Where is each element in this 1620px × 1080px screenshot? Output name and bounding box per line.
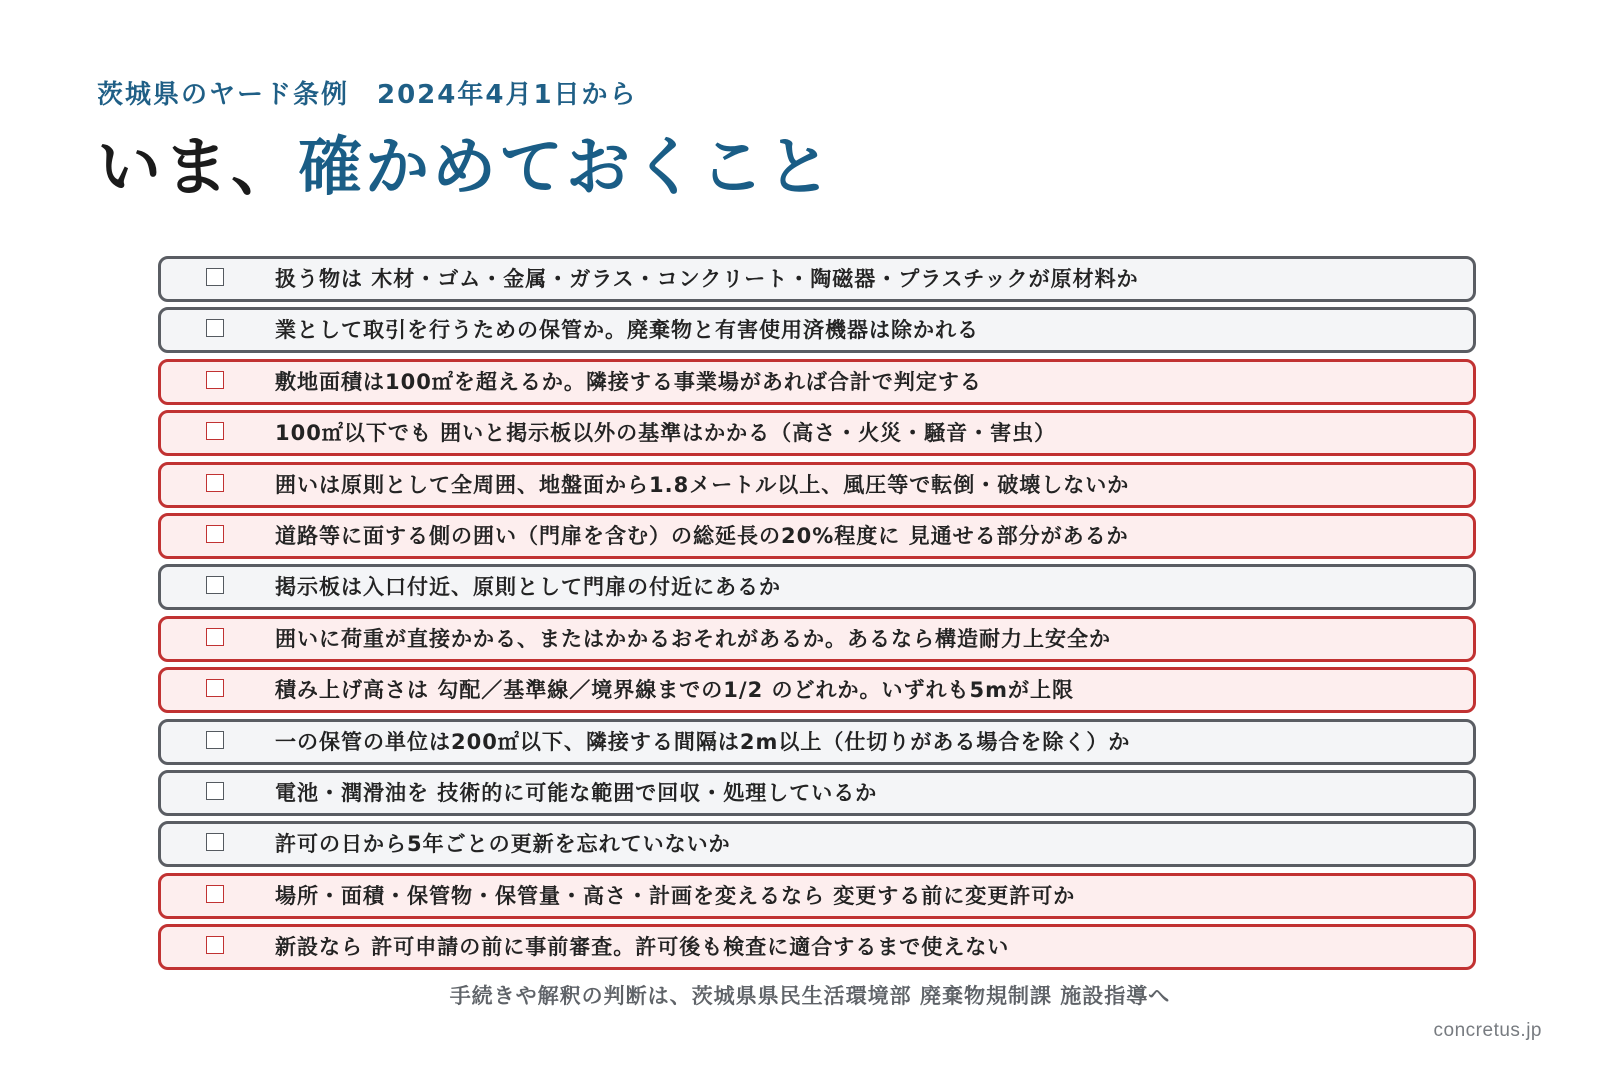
title-lead: いま、 <box>97 131 298 205</box>
checklist-item-text: 扱う物は 木材・ゴム・金属・ガラス・コンクリート・陶磁器・プラスチックが原材料か <box>275 267 1139 291</box>
checklist-item <box>158 410 1476 456</box>
checklist-item-text: 場所・面積・保管物・保管量・高さ・計画を変えるなら 変更する前に変更許可か <box>275 883 1076 908</box>
checklist-item-text: 新設なら 許可申請の前に事前審査。許可後も検査に適合するまで使えない <box>275 935 1010 960</box>
subtitle: 茨城県のヤード条例 2024年4月1日から <box>97 80 638 110</box>
footnote: 手続きや解釈の判断は、茨城県県民生活環境部 廃棄物規制課 施設指導へ <box>449 984 1171 1008</box>
checkbox-icon[interactable] <box>206 268 224 286</box>
checklist-item <box>158 770 1476 816</box>
checklist-item <box>158 256 1476 302</box>
checkbox-icon[interactable] <box>206 371 224 389</box>
title-accent: 確かめておくこと <box>298 131 834 205</box>
checkbox-icon[interactable] <box>206 422 224 440</box>
checkbox-icon[interactable] <box>206 576 224 594</box>
checklist-item-text: 一の保管の単位は200㎡以下、隣接する間隔は2m以上（仕切りがある場合を除く）か <box>275 729 1131 754</box>
checklist-item <box>158 462 1476 508</box>
checklist-item-text: 積み上げ高さは 勾配／基準線／境界線までの1/2 のどれか。いずれも5mが上限 <box>275 678 1075 703</box>
checklist-item-text: 100㎡以下でも 囲いと掲示板以外の基準はかかる（高さ・火災・騒音・害虫） <box>275 421 1057 446</box>
checklist-item <box>158 667 1476 713</box>
checkbox-icon[interactable] <box>206 474 224 492</box>
checklist-item <box>158 616 1476 662</box>
checklist-item-text: 許可の日から5年ごとの更新を忘れていないか <box>275 832 731 857</box>
checklist-item-text: 道路等に面する側の囲い（門扉を含む）の総延長の20%程度に 見通せる部分があるか <box>275 523 1129 548</box>
checklist-item <box>158 359 1476 405</box>
checklist-item <box>158 307 1476 353</box>
checklist-item <box>158 564 1476 610</box>
checklist-item <box>158 924 1476 970</box>
checkbox-icon[interactable] <box>206 679 224 697</box>
checklist-item-text: 囲いは原則として全周囲、地盤面から1.8メートル以上、風圧等で転倒・破壊しないか <box>275 472 1130 497</box>
site-credit: concretus.jp <box>1433 1020 1542 1041</box>
checklist <box>158 256 1476 975</box>
checkbox-icon[interactable] <box>206 731 224 749</box>
checkbox-icon[interactable] <box>206 319 224 337</box>
checklist-item <box>158 719 1476 765</box>
checkbox-icon[interactable] <box>206 628 224 646</box>
page-title <box>97 128 834 208</box>
checkbox-icon[interactable] <box>206 833 224 851</box>
checklist-item-text: 業として取引を行うための保管か。廃棄物と有害使用済機器は除かれる <box>275 318 979 343</box>
checklist-item <box>158 513 1476 559</box>
checklist-item-text: 掲示板は入口付近、原則として門扉の付近にあるか <box>275 575 781 600</box>
checkbox-icon[interactable] <box>206 885 224 903</box>
checklist-item-text: 囲いに荷重が直接かかる、またはかかるおそれがあるか。あるなら構造耐力上安全か <box>275 626 1111 651</box>
checklist-item-text: 敷地面積は100㎡を超えるか。隣接する事業場があれば合計で判定する <box>275 369 982 394</box>
checklist-item <box>158 821 1476 867</box>
checkbox-icon[interactable] <box>206 936 224 954</box>
checkbox-icon[interactable] <box>206 782 224 800</box>
checklist-item-text: 電池・潤滑油を 技術的に可能な範囲で回収・処理しているか <box>275 780 878 805</box>
checkbox-icon[interactable] <box>206 525 224 543</box>
checklist-item <box>158 873 1476 919</box>
